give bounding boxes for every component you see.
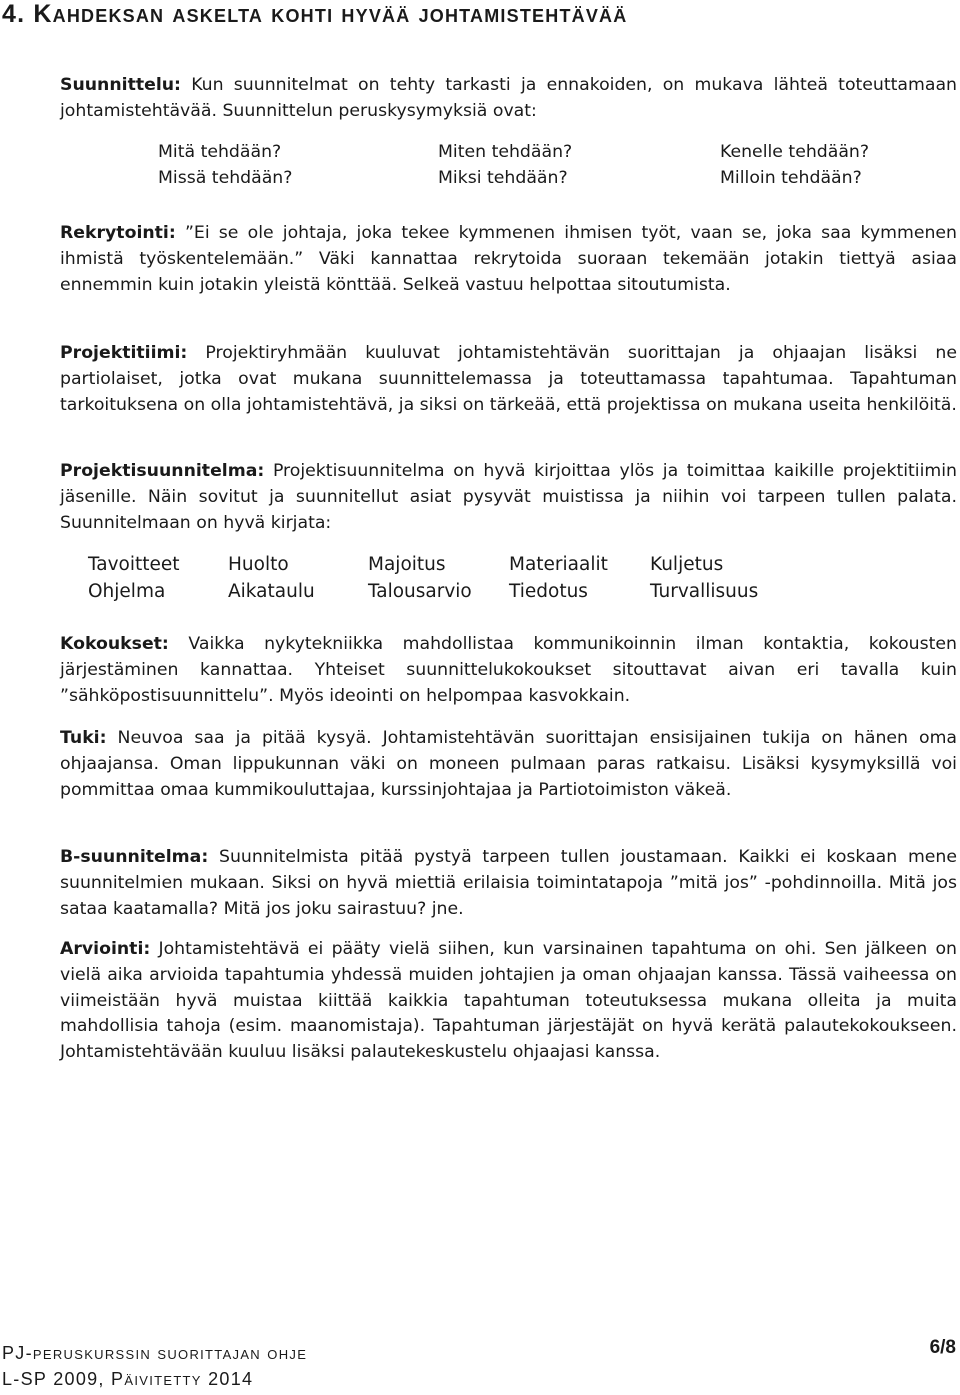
footer-course-title: PJ-peruskurssin suorittajan ohje bbox=[2, 1343, 308, 1363]
text-kokoukset: Vaikka nykytekniikka mahdollistaa kommunikoinnin ilman kontaktia, kokousten järjestäminen kannattaa. Yhteiset suunnittelukokoukset sitouttavat aivan eri tavalla kuin ”sähköpostisuunnittelu”. Myös ideointi on helpompaa kasvokkain. bbox=[60, 634, 957, 706]
term-rekrytointi: Rekrytointi: bbox=[60, 223, 176, 243]
term-tuki: Tuki: bbox=[60, 728, 107, 748]
paragraph-projektitiimi bbox=[60, 341, 957, 418]
section-heading: 4. Kahdeksan askelta kohti hyvää johtamistehtävää bbox=[2, 0, 628, 28]
term-b-suunnitelma: B-suunnitelma: bbox=[60, 847, 209, 867]
question-item: Miten tehdään? bbox=[438, 142, 573, 162]
plan-item: Kuljetus bbox=[650, 554, 724, 575]
plan-item: Turvallisuus bbox=[650, 581, 759, 602]
text-projektisuunnitelma: Projektisuunnitelma on hyvä kirjoittaa ylös ja toimittaa kaikille projektitiimin jäsenille. Näin sovitut ja suunnitellut asiat pysyvät muistissa ja niihin voi tarpeen tullen palata. Suunnitelmaan on hyvä kirjata: bbox=[60, 461, 957, 533]
question-item: Milloin tehdään? bbox=[720, 168, 862, 188]
paragraph-projektisuunnitelma bbox=[60, 459, 957, 536]
plan-item: Aikataulu bbox=[228, 581, 315, 602]
footer bbox=[2, 1340, 307, 1392]
plan-item: Materiaalit bbox=[509, 554, 608, 575]
paragraph-kokoukset bbox=[60, 632, 957, 709]
text-suunnittelu: Kun suunnitelmat on tehty tarkasti ja ennakoiden, on mukava lähteä toteuttamaan johtamistehtävää. Suunnittelun peruskysymyksiä ovat: bbox=[60, 75, 957, 121]
term-suunnittelu: Suunnittelu: bbox=[60, 75, 181, 95]
paragraph-b-suunnitelma bbox=[60, 845, 957, 922]
plan-items-grid bbox=[0, 551, 960, 607]
question-item: Kenelle tehdään? bbox=[720, 142, 870, 162]
footer-edition: L-SP 2009, Päivitetty 2014 bbox=[2, 1369, 254, 1389]
questions-grid bbox=[0, 140, 960, 196]
page-number: 6/8 bbox=[929, 1337, 956, 1358]
paragraph-arviointi bbox=[60, 937, 957, 1066]
question-item: Miksi tehdään? bbox=[438, 168, 568, 188]
text-arviointi: Johtamistehtävä ei pääty vielä siihen, kun varsinainen tapahtuma on ohi. Sen jälkeen on vielä aika arvioida tapahtumia yhdessä muiden johtajien ja oman ohjaajan kanssa. Tässä vaiheessa on viimeistään hyvä muistaa kiittää kaikkia tapahtuman toteutuksessa mukana olleita ja muita mahdollisia tahoja (esim. maanomistaja). Tapahtuman järjestäjät on hyvä kerätä palautekokoukseen. Johtamistehtävään kuuluu lisäksi palautekeskustelu ohjaajasi kanssa. bbox=[60, 939, 957, 1063]
plan-item: Huolto bbox=[228, 554, 289, 575]
text-b-suunnitelma: Suunnitelmista pitää pystyä tarpeen tullen joustamaan. Kaikki ei koskaan mene suunnitelmien mukaan. Siksi on hyvä miettiä erilaisia toimintatapoja ”mitä jos” -pohdinnoilla. Mitä jos sataa kaatamalla? Mitä jos joku sairastuu? jne. bbox=[60, 847, 957, 919]
term-kokoukset: Kokoukset: bbox=[60, 634, 169, 654]
question-item: Mitä tehdään? bbox=[158, 142, 282, 162]
paragraph-rekrytointi bbox=[60, 221, 957, 298]
term-projektisuunnitelma: Projektisuunnitelma: bbox=[60, 461, 265, 481]
plan-item: Majoitus bbox=[368, 554, 446, 575]
text-rekrytointi: ”Ei se ole johtaja, joka tekee kymmenen ihmisen työt, vaan se, joka saa kymmenen ihmistä työskentelemään.” Väki kannattaa rekrytoida suoraan tekemään jotakin tiettyä asiaa ennemmin kuin jotakin yleistä könttää. Selkeä vastuu helpottaa sitoutumista. bbox=[60, 223, 957, 295]
term-arviointi: Arviointi: bbox=[60, 939, 151, 959]
plan-item: Tiedotus bbox=[509, 581, 588, 602]
text-projektitiimi: Projektiryhmään kuuluvat johtamistehtävän suorittajan ja ohjaajan lisäksi ne partiolaiset, jotka ovat mukana suunnittelemassa ja toteuttamassa tapahtumaa. Tapahtuman tarkoituksena on olla johtamistehtävä, ja siksi on tärkeää, että projektissa on mukana useita henkilöitä. bbox=[60, 343, 957, 415]
question-item: Missä tehdään? bbox=[158, 168, 293, 188]
paragraph-tuki bbox=[60, 726, 957, 803]
plan-item: Tavoitteet bbox=[88, 554, 180, 575]
text-tuki: Neuvoa saa ja pitää kysyä. Johtamistehtävän suorittajan ensisijainen tukija on hänen oma ohjaajansa. Oman lippukunnan väki on moneen pulmaan paras ratkaisu. Lisäksi kysymyksillä voi pommittaa omaa kummikouluttajaa, kurssinjohtajaa ja Partiotoimiston väkeä. bbox=[60, 728, 957, 800]
plan-item: Ohjelma bbox=[88, 581, 166, 602]
plan-item: Talousarvio bbox=[368, 581, 472, 602]
term-projektitiimi: Projektitiimi: bbox=[60, 343, 188, 363]
paragraph-suunnittelu bbox=[60, 73, 957, 125]
